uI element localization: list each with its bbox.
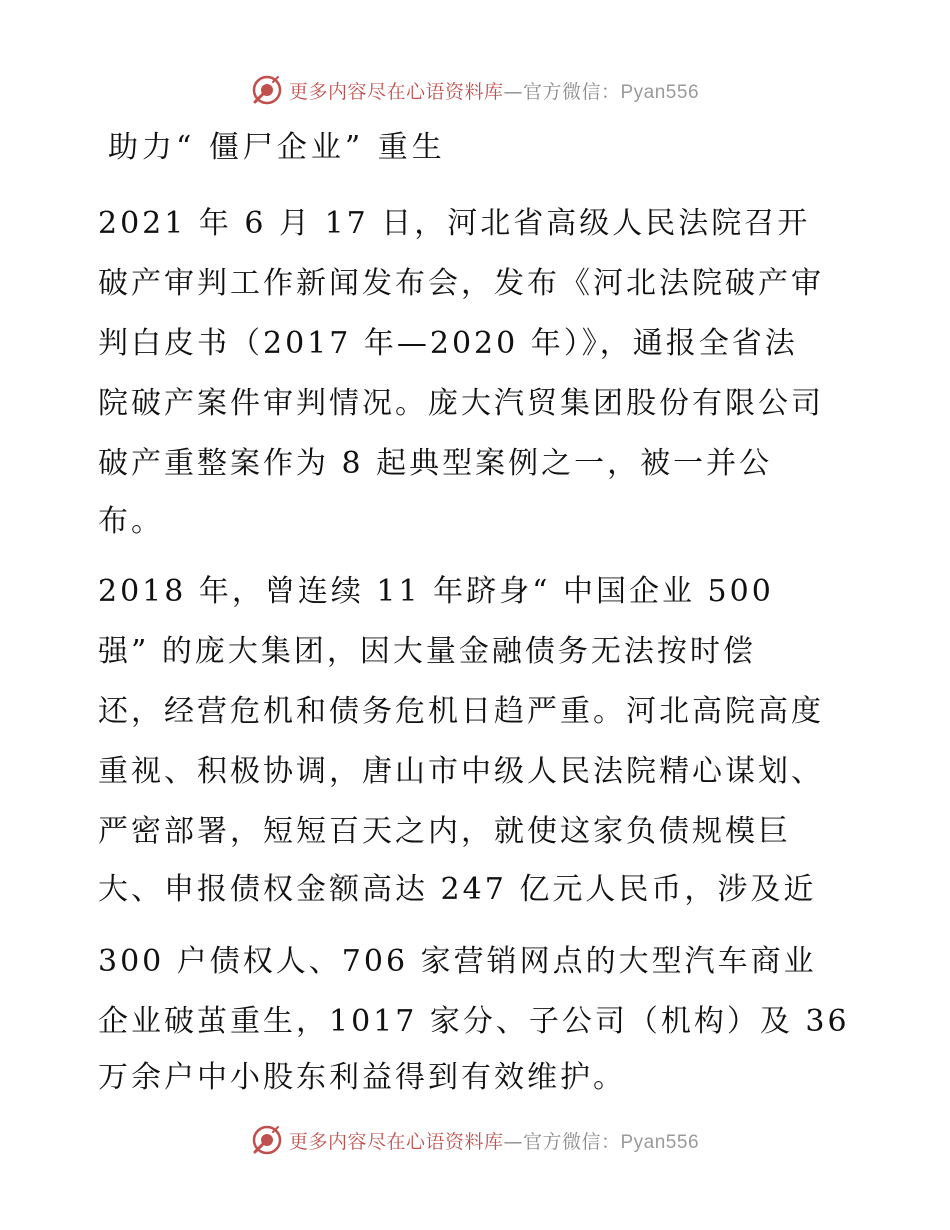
paragraph-1-line-1: 2021 年 6 月 17 日，河北省高级人民法院召开 [98,206,811,241]
header-watermark [0,70,950,110]
watermark-separator: — [503,80,523,103]
watermark-wechat-id: Pyan556 [620,81,700,103]
paragraph-1-line-2: 破产审判工作新闻发布会，发布《河北法院破产审 [98,266,824,301]
paragraph-1-line-4: 院破产案件审判情况。庞大汽贸集团股份有限公司 [98,386,824,421]
paragraph-2-line-3: 还，经营危机和债务危机日趋严重。河北高院高度 [98,694,824,729]
paragraph-2-line-6: 大、申报债权金额高达 247 亿元人民币，涉及近 [98,872,817,907]
paragraph-2-line-2: 强” 的庞大集团，因大量金融债务无法按时偿 [98,634,756,669]
brand-logo-icon [251,1124,283,1156]
paragraph-2-line-5: 严密部署，短短百天之内，就使这家负债规模巨 [98,814,791,849]
paragraph-1-line-6: 布。 [98,504,164,539]
watermark-brand: 更多内容尽在心语资料库 [288,1130,504,1153]
watermark-wechat-label: 官方微信： [522,80,621,103]
paragraph-3-line-1: 300 户债权人、706 家营销网点的大型汽车商业 [98,944,817,979]
brand-logo-icon [251,74,283,106]
paragraph-2-line-1: 2018 年，曾连续 11 年跻身“ 中国企业 500 [98,574,774,609]
watermark-text [289,1127,699,1154]
watermark-text [289,77,699,104]
document-title: 助力“ 僵尸企业” 重生 [108,130,446,165]
footer-watermark [0,1120,950,1160]
paragraph-1-line-5: 破产重整案作为 8 起典型案例之一，被一并公 [98,446,773,481]
paragraph-2-line-4: 重视、积极协调，唐山市中级人民法院精心谋划、 [98,754,824,789]
watermark-separator: — [503,1130,523,1153]
watermark-wechat-label: 官方微信： [522,1130,621,1153]
paragraph-3-line-2: 企业破茧重生，1017 家分、子公司（机构）及 36 [98,1004,850,1039]
paragraph-1-line-3: 判白皮书（2017 年—2020 年）》，通报全省法 [98,326,798,361]
paragraph-3-line-3: 万余户中小股东利益得到有效维护。 [98,1060,626,1095]
watermark-wechat-id: Pyan556 [620,1131,700,1153]
watermark-brand: 更多内容尽在心语资料库 [288,80,504,103]
